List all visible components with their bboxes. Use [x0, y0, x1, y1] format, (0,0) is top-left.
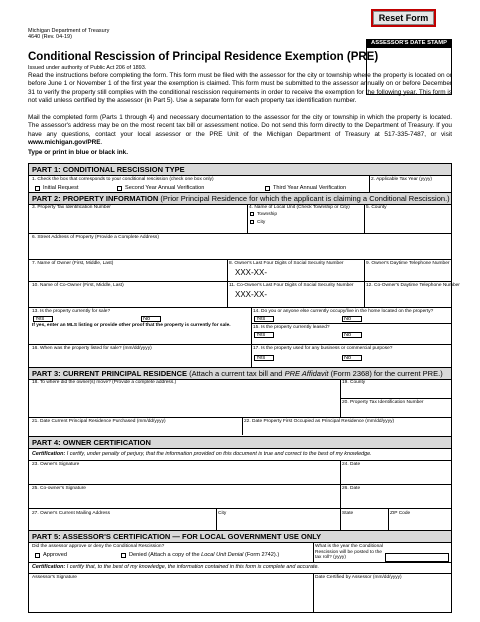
- agency-name: Michigan Department of Treasury: [28, 28, 110, 34]
- field12-label[interactable]: 12. Co-Owner's Daytime Telephone Number: [366, 283, 460, 288]
- assessor-cert-bold: Certification:: [32, 564, 66, 570]
- field13-label: 13. Is the property currently for sale?: [32, 309, 111, 314]
- second-year-checkbox[interactable]: [117, 186, 122, 191]
- field15-label: 15. Is the property currently leased?: [253, 325, 330, 330]
- field14-label: 14. Do you or anyone else currently occupy/live in the home located on the property?: [253, 309, 434, 314]
- rule: [29, 417, 451, 418]
- divider: [242, 417, 243, 435]
- field21-label[interactable]: 21. Date Current Principal Residence Purchased (mm/dd/yyyy): [32, 419, 166, 424]
- form-body: [28, 163, 460, 613]
- part2-title: PART 2: PROPERTY INFORMATION: [32, 194, 159, 203]
- divider: [227, 259, 228, 307]
- denied-label: [129, 553, 279, 559]
- q13-no-label: No: [143, 315, 151, 322]
- divider: [369, 175, 370, 192]
- part2-header: [29, 192, 451, 205]
- divider: [313, 542, 314, 562]
- field27-label[interactable]: 27. Owner's Current Mailing Address: [32, 511, 110, 516]
- website-link[interactable]: www.michigan.gov/PRE: [28, 139, 101, 147]
- field16-label[interactable]: 16. When was the property listed for sale? (mm/dd/yyyy): [32, 346, 152, 351]
- field19-label[interactable]: 19. County: [342, 380, 366, 385]
- q17-no-label: No: [344, 354, 352, 361]
- part2-subtitle: (Prior Principal Residence for which the applicant is claiming a Conditional Rescission.): [158, 194, 450, 203]
- state-label[interactable]: State: [342, 511, 354, 516]
- tax-roll-year-input[interactable]: [385, 553, 449, 562]
- q14-no-label: No: [344, 315, 352, 322]
- city-label: City: [257, 219, 266, 225]
- township-checkbox[interactable]: [250, 212, 254, 216]
- approved-checkbox[interactable]: [35, 553, 40, 558]
- rule: [29, 573, 451, 574]
- rule: [29, 307, 451, 308]
- rule: [29, 281, 451, 282]
- field10-label[interactable]: 10. Name of Co-Owner (First, Middle, Last): [32, 283, 124, 288]
- assessor-signature-label[interactable]: Assessor's Signature: [32, 575, 77, 580]
- ssn-coowner[interactable]: XXX-XX-: [235, 290, 268, 299]
- zip-label[interactable]: ZIP Code: [390, 511, 411, 516]
- part3-title: PART 3: CURRENT PRINCIPAL RESIDENCE: [32, 369, 188, 378]
- rule: [29, 562, 451, 563]
- third-year-label: Third Year Annual Verification: [273, 184, 347, 191]
- denied-text-a: Denied (Attach a copy of the: [129, 551, 202, 558]
- part3-sub-italic: PRE Affidavit: [284, 369, 329, 378]
- field2-label[interactable]: 2. Applicable Tax Year (yyyy): [371, 177, 432, 182]
- divider: [313, 573, 314, 612]
- field25-label[interactable]: 25. Co-owner's Signature: [32, 486, 86, 491]
- second-year-label: Second Year Annual Verification: [125, 184, 205, 191]
- q13-yes-label: Yes: [35, 315, 45, 322]
- q15-yes-label: Yes: [256, 331, 266, 338]
- owner-cert-bold: Certification:: [32, 451, 66, 457]
- part3-sub-a: (Attach a current tax bill and: [187, 369, 285, 378]
- rule: [29, 344, 451, 345]
- field11-label: 11. Co-Owner's Last Four Digits of Social Security Number: [229, 283, 354, 288]
- assessor-cert-text: I certify that, to the best of my knowledge, the information contained in this form is complete and accurate.: [65, 564, 320, 570]
- field18-label[interactable]: 18. To where did the owner(s) move? (Provide a complete address.): [32, 380, 177, 385]
- divider: [364, 204, 365, 233]
- q14-yes-label: Yes: [256, 315, 266, 322]
- tax-roll-year-label: What is the year the Conditional Rescission will be posted to the tax roll? (yyyy): [315, 544, 383, 561]
- owner-cert-text: I certify, under penalty of perjury, that the information provided on this document is true and correct to the best of my knowledge.: [65, 451, 372, 457]
- city-checkbox[interactable]: [250, 220, 254, 224]
- field6-label[interactable]: 6. Street Address of Property (Provide a Complete Address): [32, 235, 159, 240]
- rule: [340, 398, 451, 399]
- divider: [216, 508, 217, 530]
- divider: [251, 307, 252, 371]
- denied-text-italic: Local Unit Denial: [201, 551, 244, 558]
- field17-label: 17. Is the property used for any business or commercial purpose?: [253, 346, 393, 351]
- part5-header: PART 5: ASSESSOR'S CERTIFICATION — FOR LOCAL GOVERNMENT USE ONLY: [29, 530, 451, 543]
- field20-label[interactable]: 20. Property Tax Identification Number: [342, 400, 424, 405]
- field23-label[interactable]: 23. Owner's Signature: [32, 462, 80, 467]
- city-label[interactable]: City: [218, 511, 227, 516]
- township-label: Township: [257, 211, 277, 217]
- ink-note: Type or print in blue or black ink.: [28, 149, 129, 156]
- divider: [340, 508, 341, 530]
- divider: [364, 259, 365, 307]
- ssn-owner[interactable]: XXX-XX-: [235, 268, 268, 277]
- authority: Issued under authority of Public Act 206 of 1893.: [28, 65, 147, 71]
- rule: [29, 484, 451, 485]
- divider: [388, 508, 389, 530]
- instructions-p1: Read the instructions before completing the form. This form must be filed with the assessor for the city or township where the property is located on or before June 1 or November 1 of the first year the exemption is claimed. This form must be submitted to the assessor annually on or before December 31 to verify the property still complies with the conditional rescission requirements in order to receive the exemption for the following year. This form is not valid unless certified by the assessor (in Part 5). Use a separate form for each property tax identification number.: [28, 72, 452, 105]
- field7-label[interactable]: 7. Name of Owner (First, Middle, Last): [32, 261, 114, 266]
- date-certified-label[interactable]: Date Certified by Assessor (mm/dd/yyyy): [315, 575, 402, 580]
- field1-label: 1. Check the box that corresponds to your conditional rescission (check one box only): [32, 177, 214, 182]
- stamp-label: ASSESSOR'S DATE STAMP: [366, 39, 452, 48]
- part3-sub-b: (Form 2368) for the current PRE.): [328, 369, 443, 378]
- field24-label[interactable]: 24. Date: [342, 462, 361, 467]
- rule: [251, 323, 451, 324]
- instructions-p2-text: Mail the completed form (Parts 1 through 4) and necessary documentation to the assessor for the city or township in which the property is located. The assessor's address may be on the most recent tax bill or assessment notice. Do not send this form directly to the Department of Treasury. If you have any questions, contact your local assessor or the PRE Unit of the Michigan Department of Treasury at 517-335-7487, or visit: [28, 114, 452, 138]
- part4-header: PART 4: OWNER CERTIFICATION: [29, 436, 451, 449]
- field22-label[interactable]: 22. Date Property First Occupied as Principal Residence (mm/dd/yyyy): [244, 419, 395, 424]
- rule: [29, 233, 451, 234]
- initial-request-checkbox[interactable]: [35, 186, 40, 191]
- field9-label[interactable]: 9. Owner's Daytime Telephone Number: [366, 261, 450, 266]
- field13-note: If yes, enter an MLS listing or provide other proof that the property is currently for sale.: [32, 323, 231, 328]
- approved-label: Approved: [43, 551, 67, 558]
- field8-label: 8. Owner's Last Four Digits of Social Security Number: [229, 261, 344, 266]
- field26-label[interactable]: 26. Date: [342, 486, 361, 491]
- third-year-checkbox[interactable]: [265, 186, 270, 191]
- q17-yes-label: Yes: [256, 354, 266, 361]
- owner-certification: [32, 451, 372, 457]
- part3-header: [29, 367, 451, 380]
- page-title: Conditional Rescission of Principal Residence Exemption (PRE): [28, 51, 379, 63]
- part1-header: PART 1: CONDITIONAL RESCISSION TYPE: [29, 164, 451, 176]
- q15-no-label: No: [344, 331, 352, 338]
- rule: [29, 259, 451, 260]
- denied-checkbox[interactable]: [121, 553, 126, 558]
- rule: [29, 460, 451, 461]
- field3-label[interactable]: 3. Property Tax Identification Number: [32, 205, 111, 210]
- denied-text-b: (Form 2742).): [243, 551, 280, 558]
- initial-request-label: Initial Request: [43, 184, 79, 191]
- approval-question: Did the assessor approve or deny the Conditional Rescission?: [32, 544, 165, 549]
- field5-label[interactable]: 5. County: [366, 205, 387, 210]
- assessor-certification: [32, 564, 319, 570]
- divider: [247, 204, 248, 233]
- instructions-p2: Mail the completed form (Parts 1 through 4) and necessary documentation to the assessor for the city or township in which the property is located. The assessor's address may be on the most recent tax bill or assessment notice. Do not send this form directly to the Department of Treasury. If you have any questions, contact your local assessor or the PRE Unit of the Michigan Department of Treasury at 517-335-7487, or visit www.michigan.gov/PRE.: [28, 114, 452, 147]
- reset-form-button[interactable]: Reset Form: [371, 9, 436, 27]
- field4-label: 4. Name of Local Unit (Check Township or City): [249, 205, 350, 210]
- form-number: 4640 (Rev. 04-19): [28, 34, 72, 40]
